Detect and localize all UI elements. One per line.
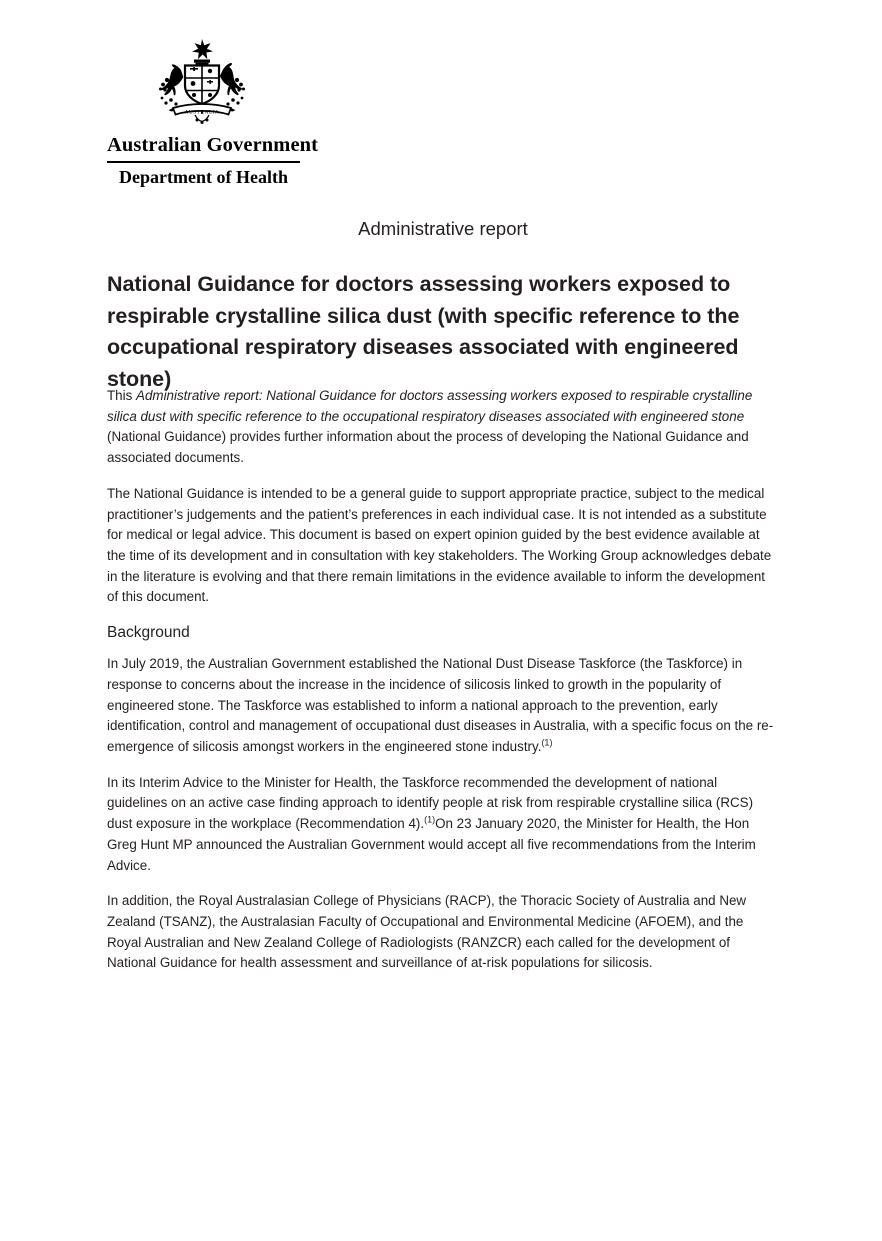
document-body bbox=[107, 386, 779, 974]
background-paragraph-1-text: In July 2019, the Australian Government established the National Dust Disease Taskforce (the Taskforce) in response to concerns about the increase in the incidence of silicosis linked to growth in the popularity of engineered stone. The Taskforce was established to inform a national approach to the prevention, early identification, control and management of occupational dust diseases in Australia, with a specific focus on the re-emergence of silicosis amongst workers in the engineered stone industry. bbox=[107, 656, 774, 754]
section-heading-background: Background bbox=[107, 624, 190, 642]
report-type-heading: Administrative report bbox=[358, 218, 528, 239]
government-wordmark: Australian Government bbox=[107, 134, 319, 156]
citation-marker: (1) bbox=[541, 737, 553, 748]
background-paragraph-3: In addition, the Royal Australasian College of Physicians (RACP), the Thoracic Society of Australia and New Zealand (TSANZ), the Australasian Faculty of Occupational and Environmental Medicine (AFOEM), and the Royal Australian and New Zealand College of Radiologists (RANZCR) each called for the development of National Guidance for health assessment and surveillance of at-risk populations for silicosis. bbox=[107, 893, 747, 971]
citation-marker: (1) bbox=[424, 814, 436, 825]
intro-tail: (National Guidance) provides further information about the process of developing the National Guidance and associated documents. bbox=[107, 429, 749, 466]
page-title: National Guidance for doctors assessing workers exposed to respirable crystalline silica dust (with specific reference to the occupational respiratory diseases associated with engineered stone) bbox=[107, 272, 740, 391]
intro-italic-title: Administrative report: National Guidance for doctors assessing workers exposed to respirable crystalline silica dust with specific reference to the occupational respiratory diseases associated with engineered stone bbox=[107, 388, 753, 424]
masthead-divider bbox=[107, 161, 300, 163]
background-paragraph-2-part2: On 23 January 2020, the Minister for Health, the Hon Greg Hunt MP announced the Australian Government would accept all five recommendations from the Interim Advice. bbox=[107, 816, 756, 873]
background-paragraph-2 bbox=[107, 773, 779, 877]
department-wordmark: Department of Health bbox=[119, 166, 288, 187]
background-paragraph-2-part1: In its Interim Advice to the Minister for Health, the Taskforce recommended the development of national guidelines on an active case finding approach to identify people at risk from respirable crystalline silica (RCS) dust exposure in the workplace (Recommendation 4). bbox=[107, 774, 754, 832]
disclaimer-paragraph: The National Guidance is intended to be a general guide to support appropriate practice, subject to the medical practitioner’s judgements and the patient’s preferences in each individual case. It is not intended as a substitute for medical or legal advice. This document is based on expert opinion guided by the best evidence available at the time of its development and in consultation with key stakeholders. The Working Group acknowledges debate in the literature is evolving and that there remain limitations in the evidence available to inform the development of this document. bbox=[107, 485, 772, 605]
masthead bbox=[107, 34, 447, 188]
intro-lead-in: This bbox=[107, 388, 137, 403]
australian-coat-of-arms-icon bbox=[147, 34, 447, 131]
svg-text:AUSTRALIA: AUSTRALIA bbox=[184, 109, 220, 116]
intro-paragraph bbox=[107, 386, 779, 469]
background-paragraph-1 bbox=[107, 654, 779, 758]
